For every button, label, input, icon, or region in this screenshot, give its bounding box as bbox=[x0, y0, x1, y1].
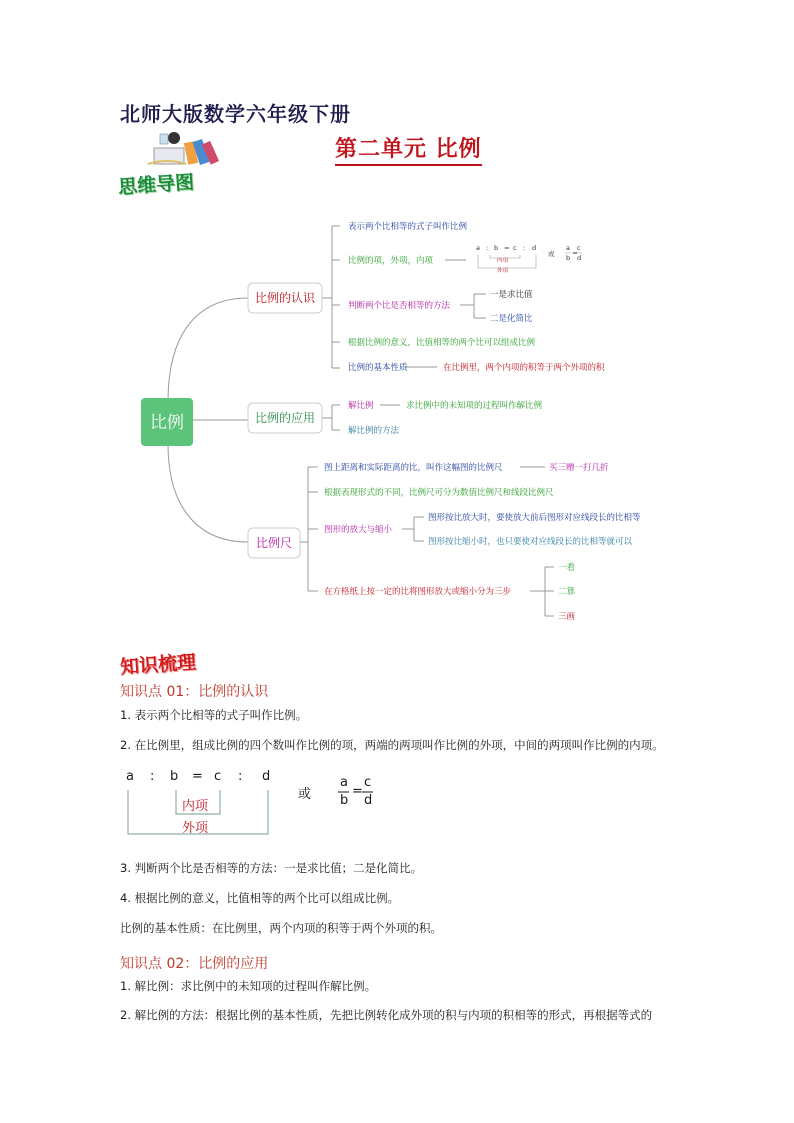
branch3-label: 比例尺 bbox=[255, 536, 293, 550]
connector-root-b1 bbox=[168, 298, 248, 402]
b2-solve-detail: 求比例中的未知项的过程叫作解比例 bbox=[406, 401, 543, 411]
svg-text:=: = bbox=[504, 244, 510, 252]
svg-text:=: = bbox=[572, 249, 578, 257]
b3-scale1: 图形按比放大时，要使放大前后图形对应线段长的比相等 bbox=[428, 513, 641, 523]
branch1-label: 比例的认识 bbox=[254, 291, 316, 305]
b1-meaning: 根据比例的意义，比值相等的两个比可以组成比例 bbox=[348, 338, 536, 348]
mini-or: 或 bbox=[548, 250, 555, 258]
kp2-title: 知识点 02：比例的应用 bbox=[120, 956, 269, 972]
kp1-title: 知识点 01：比例的认识 bbox=[120, 684, 269, 700]
svg-text::: : bbox=[486, 244, 489, 252]
b3-step3: 三画 bbox=[558, 612, 576, 622]
formula-b: b bbox=[170, 769, 179, 784]
kp1-p5: 比例的基本性质：在比例里，两个内项的积等于两个外项的积。 bbox=[120, 921, 442, 935]
formula-or: 或 bbox=[298, 787, 312, 802]
svg-text::: : bbox=[523, 244, 526, 252]
kp1-p2: 2. 在比例里，组成比例的四个数叫作比例的项，两端的两项叫作比例的外项，中间的两项叫作比例的内项。 bbox=[120, 738, 664, 752]
svg-text:b: b bbox=[566, 254, 571, 262]
mini-a: a bbox=[476, 244, 480, 252]
mini-inner: 内项 bbox=[497, 258, 509, 264]
b3-step1: 一看 bbox=[558, 563, 576, 573]
b1-judge2: 二是化简比 bbox=[490, 314, 533, 324]
unit-title: 第二单元 比例 bbox=[335, 132, 482, 166]
b1-def: 表示两个比相等的式子叫作比例 bbox=[348, 222, 468, 232]
b1-property: 比例的基本性质 bbox=[348, 363, 408, 373]
b3-scale2: 图形按比缩小时，也只要使对应线段长的比相等就可以 bbox=[428, 537, 633, 547]
mindmap-heading: 思维导图 bbox=[117, 171, 195, 199]
b1-judge: 判断两个比是否相等的方法 bbox=[348, 301, 451, 311]
knowledge-heading: 知识梳理 bbox=[119, 651, 197, 679]
mini-b: b bbox=[494, 244, 499, 252]
kp2-p1: 1. 解比例：求比例中的未知项的过程叫作解比例。 bbox=[120, 979, 377, 993]
formula-d: d bbox=[262, 769, 271, 784]
frac-b: b bbox=[340, 793, 349, 808]
root-label: 比例 bbox=[150, 413, 184, 433]
b1-terms: 比例的项，外项，内项 bbox=[348, 256, 434, 266]
connector-root-b3 bbox=[168, 444, 248, 542]
svg-text:=: = bbox=[352, 784, 363, 799]
publisher-title: 北师大版数学六年级下册 bbox=[120, 102, 351, 126]
b3-def: 图上距离和实际距离的比，叫作这幅图的比例尺 bbox=[324, 463, 503, 473]
kp1-p3: 3. 判断两个比是否相等的方法：一是求比值；二是化简比。 bbox=[120, 861, 423, 875]
b3-step2: 二算 bbox=[558, 587, 576, 597]
formula-inner: 内项 bbox=[182, 799, 209, 814]
b3-forms: 根据表现形式的不同，比例尺可分为数值比例尺和线段比例尺 bbox=[324, 488, 554, 498]
formula-outer: 外项 bbox=[182, 821, 209, 836]
mini-outer: 外项 bbox=[497, 268, 509, 274]
formula-a: a bbox=[126, 769, 134, 784]
kp1-p4: 4. 根据比例的意义，比值相等的两个比可以组成比例。 bbox=[120, 891, 400, 905]
mini-c: c bbox=[513, 244, 517, 252]
kp1-p1: 1. 表示两个比相等的式子叫作比例。 bbox=[120, 708, 308, 722]
b2-solve: 解比例 bbox=[348, 401, 374, 411]
b2-method: 解比例的方法 bbox=[348, 426, 400, 436]
b1-judge1: 一是求比值 bbox=[490, 290, 533, 300]
frac-d: d bbox=[364, 793, 373, 808]
frac-c: c bbox=[364, 775, 372, 790]
branch2-label: 比例的应用 bbox=[254, 411, 316, 425]
formula-c: c bbox=[214, 769, 222, 784]
kp2-p2: 2. 解比例的方法：根据比例的基本性质，先把比例转化成外项的积与内项的积相等的形式，再根据等式的 bbox=[120, 1008, 653, 1022]
svg-text:=: = bbox=[192, 769, 203, 784]
proportion-formula bbox=[120, 762, 400, 842]
svg-text:d: d bbox=[577, 254, 582, 262]
svg-text::: : bbox=[150, 769, 155, 784]
svg-text:a: a bbox=[566, 244, 570, 252]
svg-text:c: c bbox=[577, 244, 581, 252]
mini-d: d bbox=[532, 244, 537, 252]
b3-def-extra: 买三赠一打几折 bbox=[549, 463, 609, 473]
b3-grid: 在方格纸上按一定的比将图形放大或缩小分为三步 bbox=[324, 587, 512, 597]
b1-property-detail: 在比例里，两个内项的积等于两个外项的积 bbox=[443, 363, 605, 373]
frac-a: a bbox=[340, 775, 348, 790]
svg-text::: : bbox=[238, 769, 243, 784]
b3-scale: 图形的放大与缩小 bbox=[324, 525, 393, 535]
